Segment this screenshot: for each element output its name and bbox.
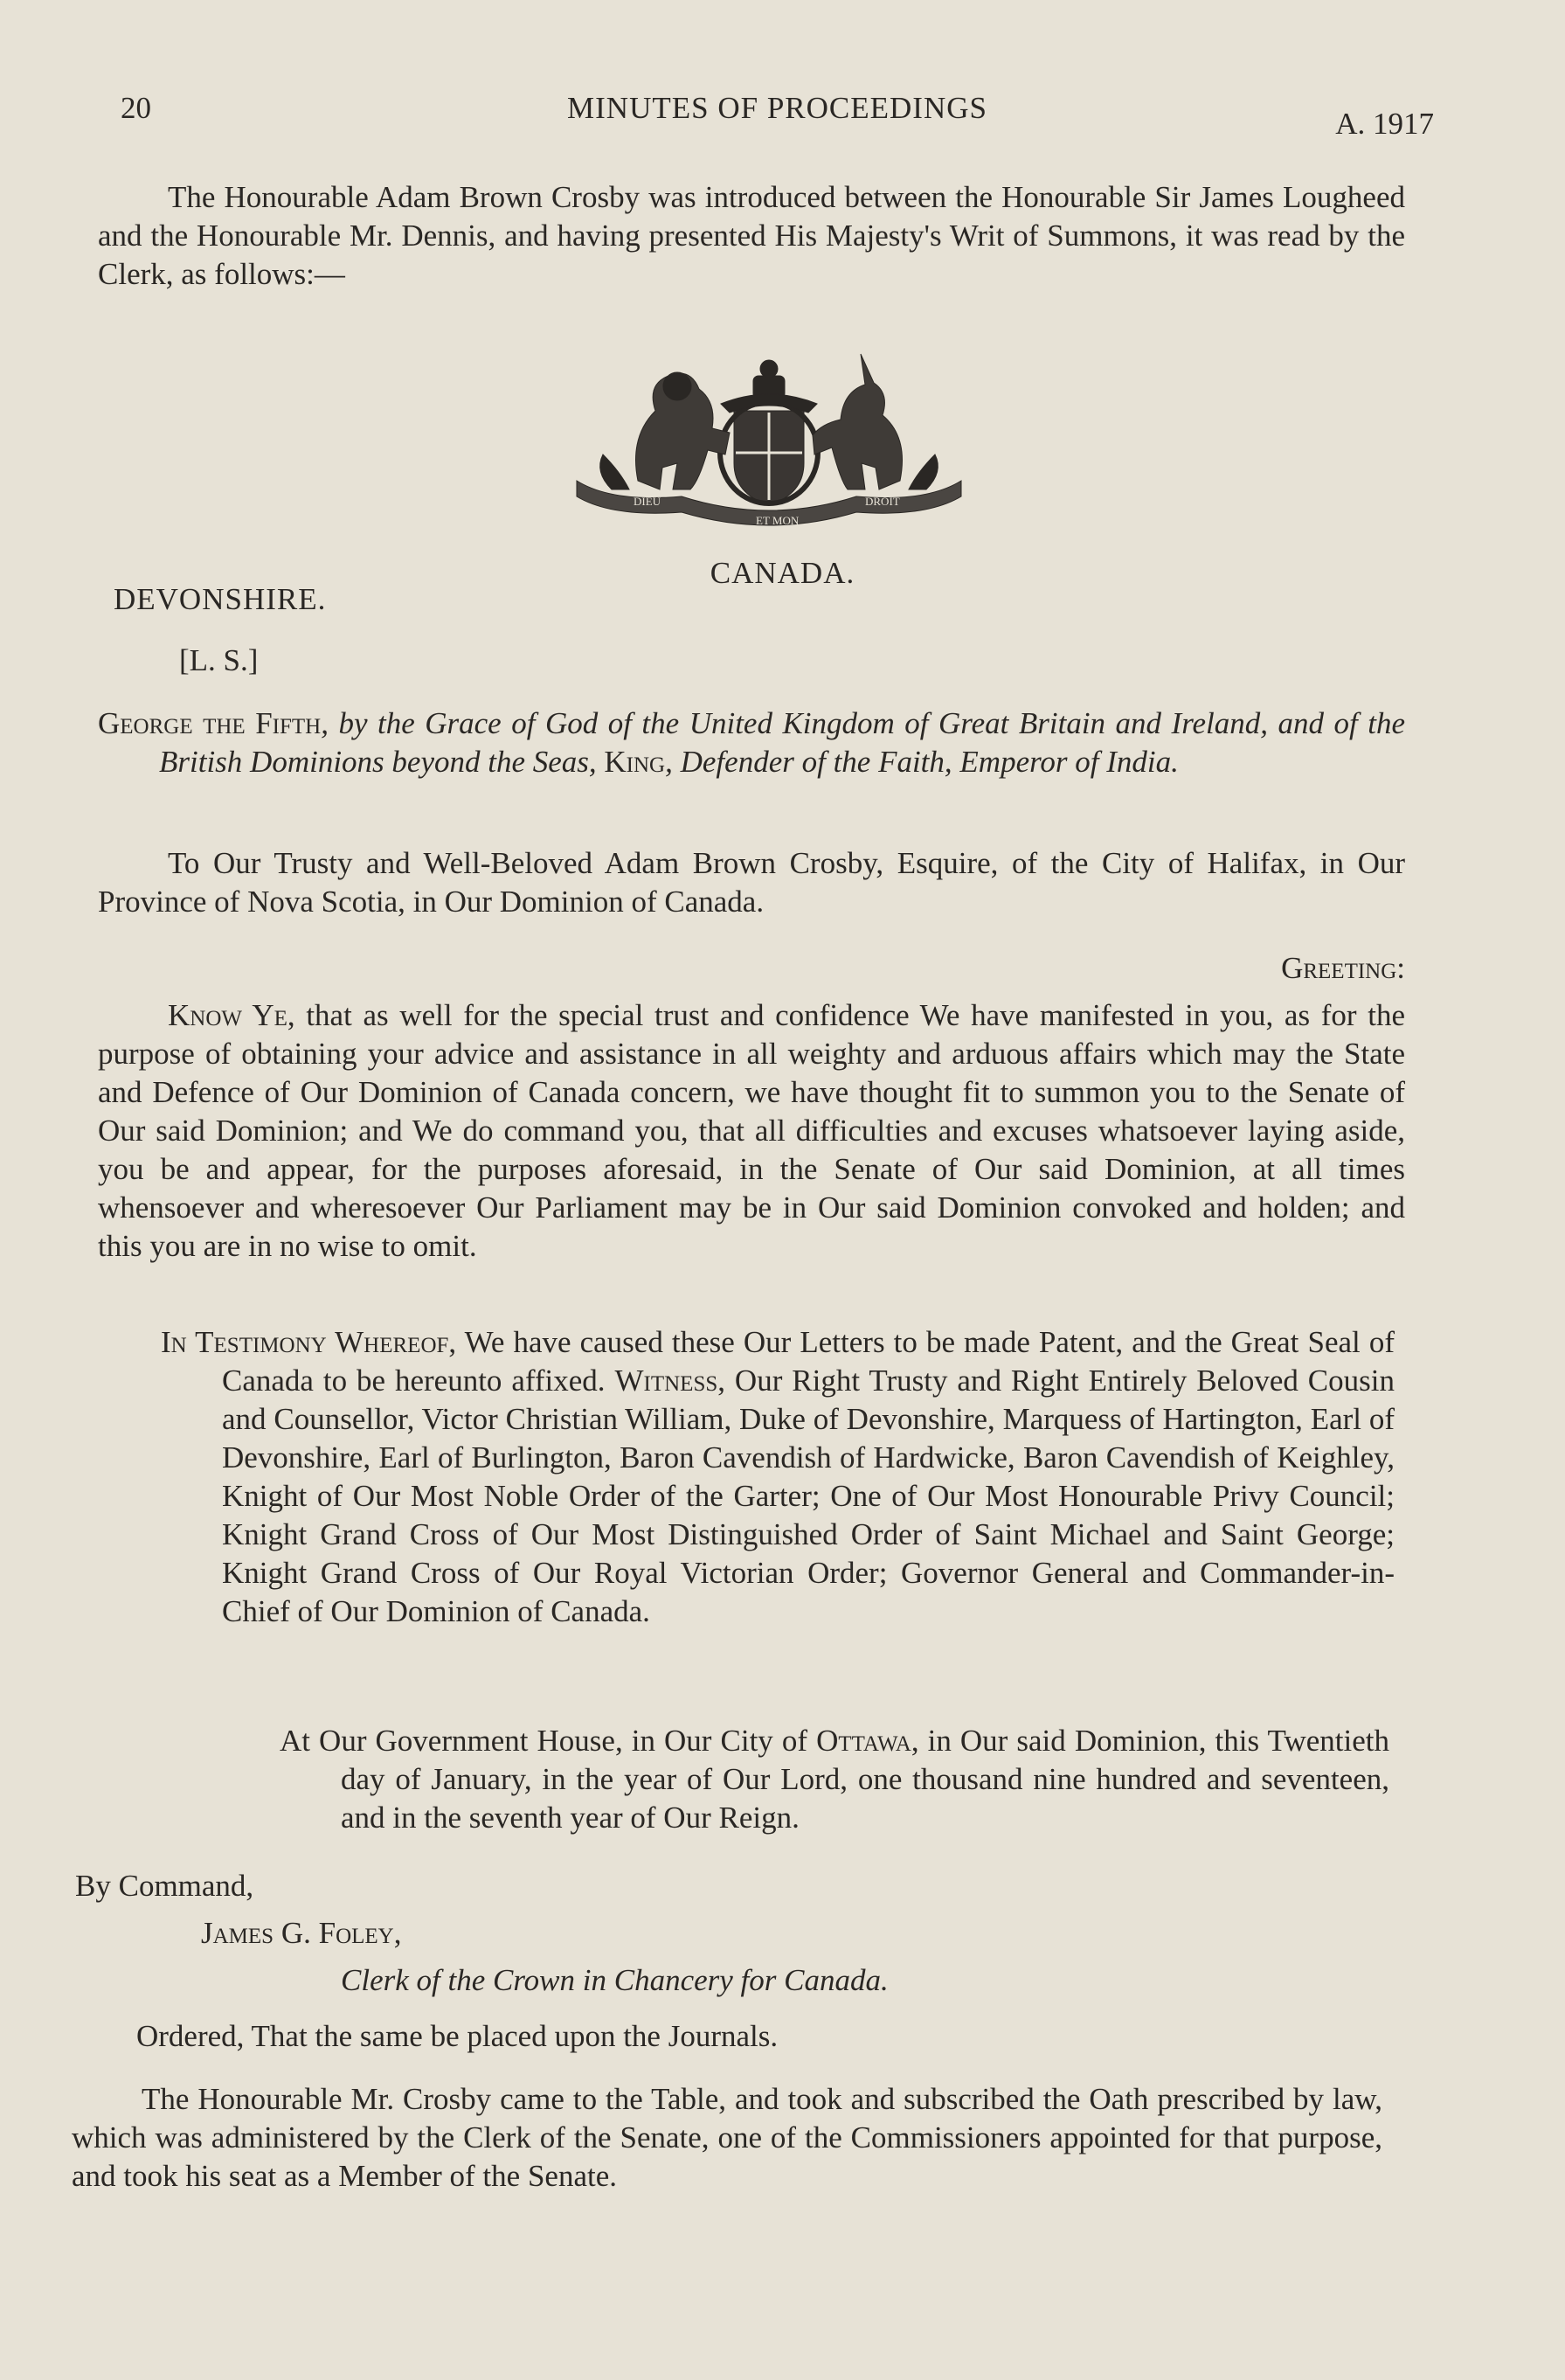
dated-body-2: , in Our said Dominion, this Twentieth day of January, in the year of Our Lord, one thousand nine hundred and seventeen, and in the seventh year of Our Reign. — [341, 1724, 1390, 1835]
closing-block — [72, 2080, 1382, 2196]
city-name: Ottawa — [816, 1724, 911, 1758]
witness-word: Witness — [614, 1363, 718, 1398]
motto-center: ET MON — [756, 514, 800, 527]
signer-name-text: James G. Foley, — [201, 1916, 402, 1950]
intro-block — [98, 178, 1405, 294]
testimony-body-2: , Our Right Trusty and Right Entirely Beloved Cousin and Counsellor, Victor Christian William, Duke of Devonshire, Marquess of Hartington, Earl of Devonshire, Earl of Burlington, Baron Cavendish of Hardwicke, Baron Cavendish of Keighley, Knight of Our Most Noble Order of the Garter; One of Our Most Honourable Privy Council; Knight Grand Cross of Our Most Distinguished Order of Saint Michael and Saint George; Knight Grand Cross of Our Royal Victorian Order; Governor General and Commander-in-Chief of Our Dominion of Canada. — [222, 1363, 1395, 1628]
greeting: Greeting: — [1281, 951, 1405, 985]
king-title-end: , Defender of the Faith, Emperor of India. — [665, 745, 1179, 779]
know-ye-block — [98, 996, 1405, 1266]
ordered-block — [75, 2017, 1386, 2056]
ordered-paragraph: Ordered, That the same be placed upon the Journals. — [136, 2019, 779, 2053]
signer-name — [201, 1914, 1508, 1953]
know-ye-body: , that as well for the special trust and confidence We have manifested in you, as for the purpose of obtaining your advice and assistance in all weighty and arduous affairs which may the State and Defence of Our Dominion of Canada concern, we have thought fit to summon you to the Senate of Our said Dominion; and We do command you, that all difficulties and excuses whatsoever laying aside, you be and appear, for the purposes aforesaid, in the Senate of Our said Dominion, at all times whensoever and wheresoever Our Parliament may be in Our said Dominion convoked and holden; and this you are in no wise to omit. — [98, 998, 1405, 1263]
testimony-paragraph — [161, 1323, 1395, 1631]
seal-mark: [L. S.] — [179, 643, 259, 677]
king-name: George the Fifth — [98, 706, 322, 740]
royal-style-paragraph — [98, 704, 1405, 781]
by-command: By Command, — [75, 1869, 254, 1903]
know-ye-lead: Know Ye — [168, 998, 287, 1032]
king-word: King — [604, 745, 666, 779]
motto-right: DROIT — [865, 495, 900, 508]
motto-left: DIEU — [634, 495, 661, 508]
testimony-lead: In Testimony Whereof — [161, 1325, 449, 1359]
dated-paragraph — [280, 1722, 1389, 1837]
king-title: , by the Grace of God of the United Kingdom of Great Britain and Ireland, and of the British Dominions beyond the Seas, — [159, 706, 1405, 779]
intro-paragraph: The Honourable Adam Brown Crosby was introduced between the Honourable Sir James Lougheed and the Honourable Mr. Dennis, and having presented His Majesty's Writ of Summons, it was read by the Clerk, as follows:— — [98, 180, 1405, 291]
greeting-block — [98, 949, 1405, 988]
session-year: A. 1917 — [1335, 107, 1434, 141]
testimony-body-1: , We have caused these Our Letters to be made Patent, and the Great Seal of Canada to be hereunto affixed. — [222, 1325, 1395, 1398]
governor-name: DEVONSHIRE. — [114, 582, 327, 616]
canada-heading: CANADA. — [710, 556, 855, 590]
dated-body-1: At Our Government House, in Our City of — [280, 1724, 817, 1758]
royal-style-block — [98, 704, 1405, 781]
page-header — [121, 91, 1434, 143]
page-number: 20 — [121, 91, 151, 125]
running-title: MINUTES OF PROCEEDINGS — [567, 91, 987, 125]
signer-title — [341, 1961, 1565, 2000]
addressee-paragraph: To Our Trusty and Well-Beloved Adam Brown Crosby, Esquire, of the City of Halifax, in Our Province of Nova Scotia, in Our Dominion of Canada. — [98, 846, 1405, 919]
royal-coat-of-arms-icon — [559, 350, 979, 542]
testimony-block — [161, 1323, 1395, 1631]
addressee-block — [98, 844, 1405, 921]
closing-paragraph: The Honourable Mr. Crosby came to the Table, and took and subscribed the Oath prescribed by law, which was administered by the Clerk of the Senate, one of the Commissioners appointed for that purpose, and took his seat as a Member of the Senate. — [72, 2082, 1382, 2193]
know-ye-paragraph — [98, 996, 1405, 1266]
signer-title-text: Clerk of the Crown in Chancery for Canada. — [341, 1963, 889, 1997]
dated-block — [280, 1722, 1389, 1837]
